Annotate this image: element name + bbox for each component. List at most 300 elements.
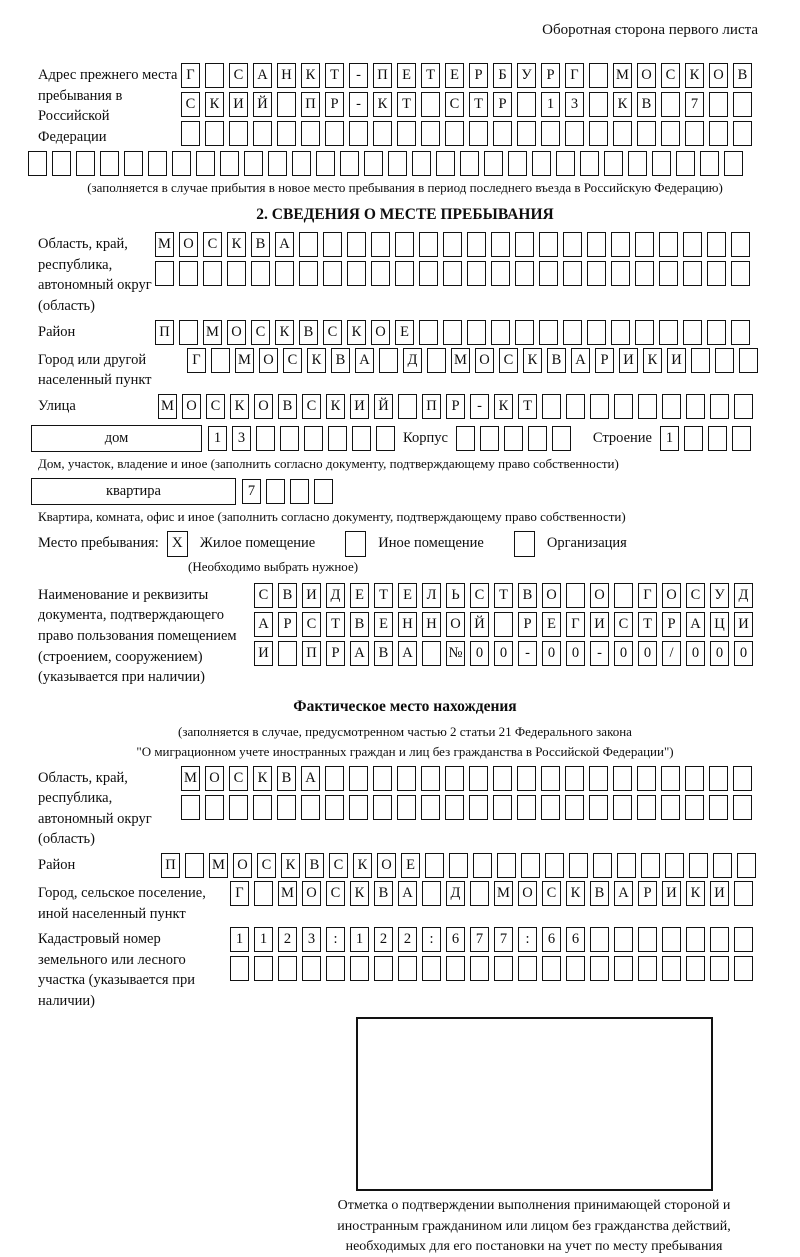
char-cell[interactable] [662,956,681,981]
char-cell[interactable]: Е [398,583,417,608]
char-cell[interactable] [493,766,512,791]
char-cell[interactable]: Е [397,63,416,88]
char-cell[interactable] [709,121,728,146]
char-cell[interactable] [641,853,660,878]
char-cell[interactable] [708,426,727,451]
char-cell[interactable] [446,956,465,981]
char-cell[interactable]: О [709,63,728,88]
char-cell[interactable] [196,151,215,176]
char-cell[interactable] [325,766,344,791]
char-cell[interactable] [676,151,695,176]
char-cell[interactable] [637,121,656,146]
char-cell[interactable] [733,121,752,146]
char-cell[interactable]: С [323,320,342,345]
char-cell[interactable]: С [257,853,276,878]
char-cell[interactable] [445,121,464,146]
char-cell[interactable] [724,151,743,176]
char-cell[interactable]: К [253,766,272,791]
char-cell[interactable]: И [229,92,248,117]
char-cell[interactable] [323,261,342,286]
char-cell[interactable]: С [254,583,273,608]
char-cell[interactable]: М [181,766,200,791]
char-cell[interactable]: С [542,881,561,906]
char-cell[interactable] [734,394,753,419]
char-cell[interactable]: 2 [374,927,393,952]
char-cell[interactable]: Р [325,92,344,117]
char-cell[interactable]: О [662,583,681,608]
char-cell[interactable] [685,795,704,820]
char-cell[interactable]: Ц [710,612,729,637]
char-cell[interactable]: О [182,394,201,419]
char-cell[interactable] [661,795,680,820]
char-cell[interactable]: И [662,881,681,906]
char-cell[interactable] [517,121,536,146]
char-cell[interactable]: С [302,612,321,637]
char-cell[interactable]: П [422,394,441,419]
char-cell[interactable] [565,795,584,820]
char-cell[interactable] [638,927,657,952]
char-cell[interactable] [637,795,656,820]
char-cell[interactable] [521,853,540,878]
char-cell[interactable] [443,232,462,257]
char-cell[interactable]: Е [401,853,420,878]
char-cell[interactable] [661,121,680,146]
char-cell[interactable] [299,232,318,257]
char-cell[interactable]: О [637,63,656,88]
char-cell[interactable]: С [329,853,348,878]
char-cell[interactable] [205,121,224,146]
char-cell[interactable] [456,426,475,451]
char-cell[interactable] [590,956,609,981]
char-cell[interactable]: 0 [494,641,513,666]
char-cell[interactable]: Г [187,348,206,373]
char-cell[interactable]: В [251,232,270,257]
char-cell[interactable] [76,151,95,176]
char-cell[interactable]: М [209,853,228,878]
char-cell[interactable] [419,232,438,257]
char-cell[interactable] [709,92,728,117]
char-cell[interactable] [542,394,561,419]
char-cell[interactable] [515,261,534,286]
char-cell[interactable] [278,641,297,666]
char-cell[interactable] [422,956,441,981]
char-cell[interactable] [254,881,273,906]
char-cell[interactable] [373,121,392,146]
char-cell[interactable]: Т [518,394,537,419]
char-cell[interactable]: А [301,766,320,791]
char-cell[interactable]: К [307,348,326,373]
char-cell[interactable]: О [377,853,396,878]
char-cell[interactable] [659,320,678,345]
char-cell[interactable] [635,261,654,286]
char-cell[interactable] [589,63,608,88]
char-cell[interactable] [277,121,296,146]
char-cell[interactable]: : [422,927,441,952]
char-cell[interactable]: Е [445,63,464,88]
char-cell[interactable]: У [710,583,729,608]
char-cell[interactable]: 3 [302,927,321,952]
char-cell[interactable] [254,956,273,981]
char-cell[interactable] [611,320,630,345]
char-cell[interactable] [691,348,710,373]
char-cell[interactable]: Г [565,63,584,88]
char-cell[interactable] [395,261,414,286]
char-cell[interactable]: С [614,612,633,637]
char-cell[interactable] [709,795,728,820]
char-cell[interactable] [637,766,656,791]
char-cell[interactable] [275,261,294,286]
char-cell[interactable]: 7 [494,927,513,952]
char-cell[interactable]: С [229,63,248,88]
char-cell[interactable] [707,320,726,345]
char-cell[interactable] [590,394,609,419]
char-cell[interactable] [460,151,479,176]
char-cell[interactable]: М [155,232,174,257]
char-cell[interactable]: Л [422,583,441,608]
char-cell[interactable] [347,261,366,286]
char-cell[interactable]: - [470,394,489,419]
char-cell[interactable]: К [643,348,662,373]
char-cell[interactable]: 1 [208,426,227,451]
char-cell[interactable] [302,956,321,981]
char-cell[interactable] [398,956,417,981]
char-cell[interactable] [556,151,575,176]
char-cell[interactable]: О [590,583,609,608]
char-cell[interactable] [470,881,489,906]
char-cell[interactable] [376,426,395,451]
char-cell[interactable] [412,151,431,176]
char-cell[interactable]: К [494,394,513,419]
char-cell[interactable]: 6 [566,927,585,952]
char-cell[interactable]: С [661,63,680,88]
char-cell[interactable] [731,261,750,286]
char-cell[interactable]: С [251,320,270,345]
char-cell[interactable] [491,232,510,257]
inoe-checkbox[interactable] [345,531,366,557]
char-cell[interactable] [566,583,585,608]
char-cell[interactable]: К [227,232,246,257]
char-cell[interactable]: П [373,63,392,88]
char-cell[interactable] [449,853,468,878]
char-cell[interactable] [611,261,630,286]
char-cell[interactable] [661,92,680,117]
char-cell[interactable] [528,426,547,451]
char-cell[interactable] [480,426,499,451]
char-cell[interactable] [707,261,726,286]
char-cell[interactable] [349,795,368,820]
char-cell[interactable] [617,853,636,878]
char-cell[interactable] [587,232,606,257]
char-cell[interactable]: № [446,641,465,666]
char-cell[interactable] [421,121,440,146]
char-cell[interactable] [326,956,345,981]
char-cell[interactable] [517,92,536,117]
char-cell[interactable] [349,766,368,791]
char-cell[interactable] [707,232,726,257]
char-cell[interactable] [256,426,275,451]
char-cell[interactable] [229,795,248,820]
char-cell[interactable]: В [350,612,369,637]
char-cell[interactable]: О [227,320,246,345]
char-cell[interactable]: 1 [660,426,679,451]
char-cell[interactable] [316,151,335,176]
char-cell[interactable]: Р [493,92,512,117]
char-cell[interactable] [661,766,680,791]
char-cell[interactable] [493,795,512,820]
char-cell[interactable]: А [398,641,417,666]
char-cell[interactable]: Р [469,63,488,88]
char-cell[interactable] [683,261,702,286]
char-cell[interactable] [710,394,729,419]
char-cell[interactable] [100,151,119,176]
char-cell[interactable]: А [253,63,272,88]
char-cell[interactable] [301,121,320,146]
char-cell[interactable]: М [278,881,297,906]
char-cell[interactable] [398,394,417,419]
char-cell[interactable] [350,956,369,981]
char-cell[interactable] [734,956,753,981]
char-cell[interactable]: 0 [686,641,705,666]
char-cell[interactable]: В [518,583,537,608]
char-cell[interactable] [211,348,230,373]
char-cell[interactable] [277,795,296,820]
char-cell[interactable]: 0 [638,641,657,666]
char-cell[interactable]: К [350,881,369,906]
char-cell[interactable] [52,151,71,176]
char-cell[interactable]: 0 [710,641,729,666]
char-cell[interactable]: П [301,92,320,117]
char-cell[interactable] [563,261,582,286]
char-cell[interactable]: М [494,881,513,906]
char-cell[interactable] [325,795,344,820]
char-cell[interactable]: О [542,583,561,608]
char-cell[interactable] [469,795,488,820]
char-cell[interactable] [497,853,516,878]
char-cell[interactable] [244,151,263,176]
char-cell[interactable] [484,151,503,176]
char-cell[interactable]: А [571,348,590,373]
char-cell[interactable]: 1 [541,92,560,117]
char-cell[interactable] [347,232,366,257]
char-cell[interactable]: Т [421,63,440,88]
char-cell[interactable] [587,261,606,286]
char-cell[interactable] [419,261,438,286]
char-cell[interactable]: Т [326,612,345,637]
char-cell[interactable] [397,766,416,791]
char-cell[interactable]: Е [350,583,369,608]
char-cell[interactable] [734,881,753,906]
char-cell[interactable] [205,63,224,88]
char-cell[interactable] [172,151,191,176]
char-cell[interactable]: В [299,320,318,345]
char-cell[interactable] [229,121,248,146]
char-cell[interactable] [419,320,438,345]
char-cell[interactable] [445,766,464,791]
char-cell[interactable] [532,151,551,176]
char-cell[interactable] [686,956,705,981]
char-cell[interactable] [421,766,440,791]
char-cell[interactable] [504,426,523,451]
char-cell[interactable] [659,261,678,286]
char-cell[interactable] [684,426,703,451]
char-cell[interactable] [422,881,441,906]
char-cell[interactable]: О [371,320,390,345]
char-cell[interactable] [203,261,222,286]
char-cell[interactable]: С [229,766,248,791]
char-cell[interactable] [611,232,630,257]
char-cell[interactable] [539,261,558,286]
char-cell[interactable]: В [547,348,566,373]
char-cell[interactable]: Т [397,92,416,117]
char-cell[interactable]: М [203,320,222,345]
char-cell[interactable] [686,394,705,419]
char-cell[interactable]: А [355,348,374,373]
char-cell[interactable]: Б [493,63,512,88]
char-cell[interactable] [443,261,462,286]
char-cell[interactable] [491,320,510,345]
char-cell[interactable] [253,795,272,820]
char-cell[interactable] [541,766,560,791]
char-cell[interactable] [652,151,671,176]
char-cell[interactable]: 0 [614,641,633,666]
char-cell[interactable] [614,583,633,608]
char-cell[interactable] [124,151,143,176]
char-cell[interactable]: - [349,63,368,88]
char-cell[interactable] [181,121,200,146]
char-cell[interactable]: А [254,612,273,637]
char-cell[interactable] [494,612,513,637]
char-cell[interactable]: О [254,394,273,419]
char-cell[interactable] [715,348,734,373]
char-cell[interactable] [220,151,239,176]
char-cell[interactable] [662,927,681,952]
char-cell[interactable] [733,766,752,791]
char-cell[interactable]: 2 [278,927,297,952]
char-cell[interactable]: Д [446,881,465,906]
char-cell[interactable] [425,853,444,878]
char-cell[interactable]: Н [422,612,441,637]
char-cell[interactable]: Д [403,348,422,373]
char-cell[interactable] [251,261,270,286]
char-cell[interactable] [515,232,534,257]
char-cell[interactable]: В [277,766,296,791]
char-cell[interactable]: Д [734,583,753,608]
char-cell[interactable]: К [373,92,392,117]
char-cell[interactable] [179,320,198,345]
char-cell[interactable]: У [517,63,536,88]
char-cell[interactable] [340,151,359,176]
char-cell[interactable]: Е [542,612,561,637]
char-cell[interactable] [731,232,750,257]
char-cell[interactable]: 3 [565,92,584,117]
char-cell[interactable] [685,121,704,146]
char-cell[interactable]: К [686,881,705,906]
char-cell[interactable] [494,956,513,981]
char-cell[interactable]: В [278,394,297,419]
char-cell[interactable] [710,927,729,952]
char-cell[interactable] [328,426,347,451]
char-cell[interactable] [436,151,455,176]
char-cell[interactable]: К [566,881,585,906]
char-cell[interactable]: 3 [232,426,251,451]
char-cell[interactable]: Р [278,612,297,637]
char-cell[interactable]: К [275,320,294,345]
char-cell[interactable]: П [302,641,321,666]
char-cell[interactable] [397,795,416,820]
char-cell[interactable] [280,426,299,451]
char-cell[interactable] [552,426,571,451]
char-cell[interactable]: 7 [470,927,489,952]
char-cell[interactable] [604,151,623,176]
char-cell[interactable]: 0 [542,641,561,666]
char-cell[interactable]: В [590,881,609,906]
char-cell[interactable] [737,853,756,878]
char-cell[interactable]: М [158,394,177,419]
char-cell[interactable]: С [181,92,200,117]
char-cell[interactable]: О [446,612,465,637]
char-cell[interactable] [589,795,608,820]
char-cell[interactable] [541,121,560,146]
char-cell[interactable] [470,956,489,981]
char-cell[interactable] [292,151,311,176]
char-cell[interactable]: И [590,612,609,637]
char-cell[interactable]: Р [662,612,681,637]
char-cell[interactable] [542,956,561,981]
char-cell[interactable] [266,479,285,504]
char-cell[interactable]: С [470,583,489,608]
char-cell[interactable] [304,426,323,451]
char-cell[interactable] [493,121,512,146]
char-cell[interactable]: О [475,348,494,373]
char-cell[interactable] [638,394,657,419]
char-cell[interactable]: Т [325,63,344,88]
char-cell[interactable]: К [613,92,632,117]
char-cell[interactable] [325,121,344,146]
organizaciya-checkbox[interactable] [514,531,535,557]
char-cell[interactable] [253,121,272,146]
char-cell[interactable]: Р [326,641,345,666]
char-cell[interactable] [373,766,392,791]
char-cell[interactable]: К [685,63,704,88]
char-cell[interactable] [352,426,371,451]
char-cell[interactable] [473,853,492,878]
char-cell[interactable]: А [686,612,705,637]
char-cell[interactable]: О [518,881,537,906]
char-cell[interactable]: / [662,641,681,666]
char-cell[interactable] [314,479,333,504]
char-cell[interactable]: В [374,641,393,666]
char-cell[interactable]: 2 [398,927,417,952]
char-cell[interactable] [517,795,536,820]
char-cell[interactable]: И [710,881,729,906]
char-cell[interactable]: Р [446,394,465,419]
char-cell[interactable] [614,956,633,981]
char-cell[interactable] [635,232,654,257]
char-cell[interactable]: А [398,881,417,906]
char-cell[interactable]: - [518,641,537,666]
char-cell[interactable] [301,795,320,820]
char-cell[interactable] [230,956,249,981]
char-cell[interactable]: В [637,92,656,117]
char-cell[interactable]: И [667,348,686,373]
char-cell[interactable] [371,232,390,257]
char-cell[interactable]: В [305,853,324,878]
char-cell[interactable]: Г [638,583,657,608]
char-cell[interactable]: П [155,320,174,345]
char-cell[interactable] [467,320,486,345]
char-cell[interactable] [268,151,287,176]
char-cell[interactable] [515,320,534,345]
